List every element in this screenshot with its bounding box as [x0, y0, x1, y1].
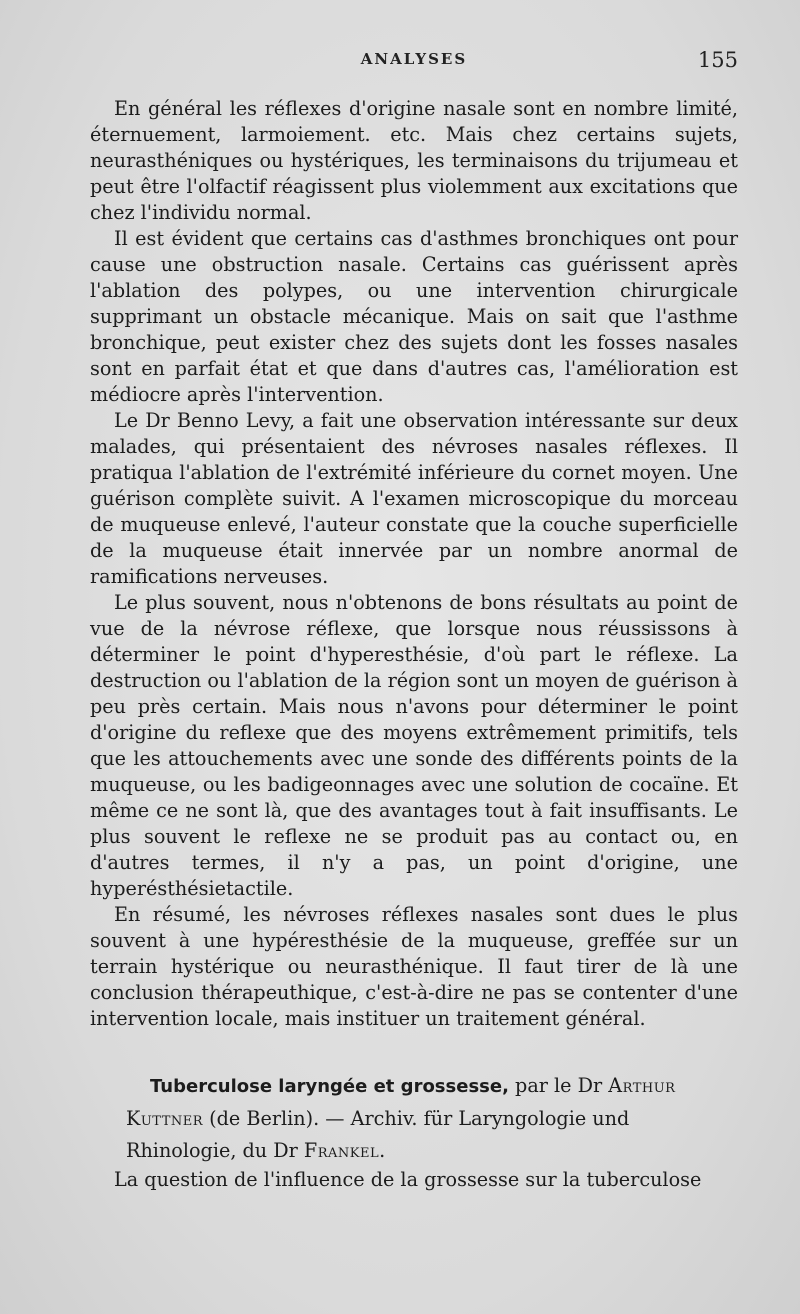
- article-author: Arthur Kuttner: [126, 1074, 676, 1130]
- paragraph-5: En résumé, les névroses réflexes nasales sont dues le plus souvent à une hypéresthésie de la muqueuse, greffée sur un terrain hystérique ou neurasthénique. Il faut tirer de là une conclusion thérapeuthique, c'est-à-dire ne pas se contenter d'une intervention locale, mais instituer un traitement général.: [90, 903, 738, 1030]
- article-first-line: La question de l'influence de la grossesse sur la tuberculose: [114, 1168, 702, 1191]
- article-heading: [90, 1070, 738, 1167]
- article-title: Tuberculose laryngée et grossesse,: [150, 1076, 509, 1097]
- page-number: 155: [697, 48, 738, 72]
- running-head-title: ANALYSES: [360, 50, 468, 68]
- article-source: (de Berlin). — Archiv. für Laryngologie und Rhinologie, du Dr: [126, 1107, 630, 1162]
- paragraph-1: En général les réflexes d'origine nasale sont en nombre limité, éternuement, larmoiement. etc. Mais chez certains sujets, neurasthéniques ou hystériques, les terminaisons du trijumeau et peut être l'olfactif réagissent plus violemment aux excitations que chez l'individu normal.: [90, 97, 738, 224]
- section-gap: [90, 1032, 738, 1070]
- body-text: [90, 96, 738, 1193]
- article-editor: Frankel.: [303, 1139, 386, 1162]
- paragraph-2: Il est évident que certains cas d'asthmes bronchiques ont pour cause une obstruction nasale. Certains cas guérissent après l'ablation des polypes, ou une intervention chirurgicale supprimant un obstacle mécanique. Mais on sait que l'asthme bronchique, peut exister chez des sujets dont les fosses nasales sont en parfait état et que dans d'autres cas, l'amélioration est médiocre après l'intervention.: [90, 227, 738, 406]
- paragraph-3: Le Dr Benno Levy, a fait une observation intéressante sur deux malades, qui présentaient des névroses nasales réflexes. Il pratiqua l'ablation de l'extrémité inférieure du cornet moyen. Une guérison complète suivit. A l'examen microscopique du morceau de muqueuse enlevé, l'auteur constate que la couche superficielle de la muqueuse était innervée par un nombre anormal de ramifications nerveuses.: [90, 409, 738, 588]
- paragraph-4: Le plus souvent, nous n'obtenons de bons résultats au point de vue de la névrose réflexe, que lorsque nous réussissons à déterminer le point d'hyperesthésie, d'où part le réflexe. La destruction ou l'ablation de la région sont un moyen de guérison à peu près certain. Mais nous n'avons pour déterminer le point d'origine du reflexe que des moyens extrêmement primitifs, tels que les attouchements avec une sonde des différents points de la muqueuse, ou les badigeonnages avec une solution de cocaïne. Et même ce ne sont là, que des avantages tout à fait insuffisants. Le plus souvent le reflexe ne se produit pas au contact ou, en d'autres termes, il n'y a pas, un point d'origine, une hyperésthésietactile.: [90, 591, 738, 900]
- article-by: par le Dr: [515, 1074, 603, 1097]
- running-head: [90, 50, 738, 74]
